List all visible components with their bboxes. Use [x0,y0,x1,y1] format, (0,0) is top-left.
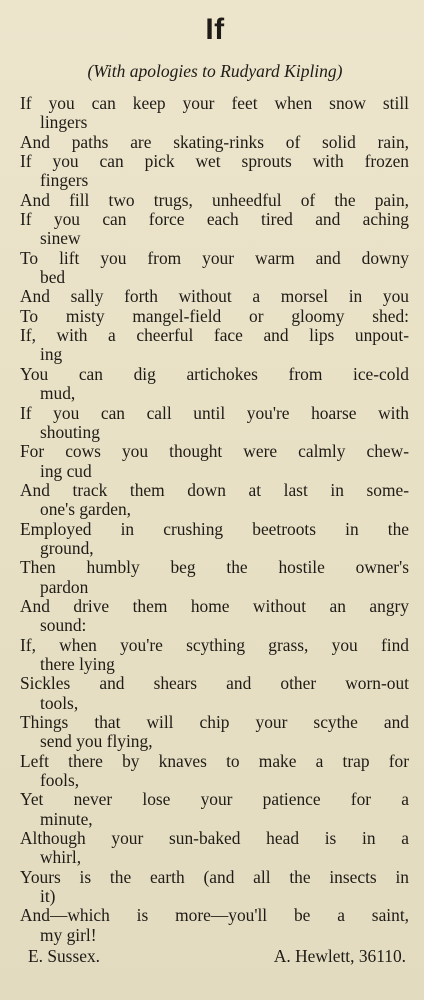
poem-line: pardon [40,576,89,597]
poem-body [20,94,410,945]
signoff-place: E. Sussex. [28,946,100,967]
poem-line: Employed in crushing beetroots in the [20,518,409,539]
poem-line: If you can keep your feet when snow still [20,93,409,113]
poem-line: ing [40,344,63,365]
poem-line: fingers [40,170,89,191]
poem-line: sinew [40,228,81,249]
poem-line: Things that will chip your scythe and [20,712,409,732]
poem-line: If you can call until you're hoarse with [20,402,409,423]
poem-line: whirl, [40,847,82,868]
poem-line: mud, [40,383,76,404]
poem-line: To misty mangel-field or gloomy shed: [20,305,409,326]
poem-line: If you can force each tired and aching [20,209,409,230]
poem-line: Yet never lose your patience for a [20,789,409,810]
poem-line: For cows you thought were calmly chew- [20,441,409,462]
poem-line: shouting [40,421,100,442]
poem-line: And paths are skating-rinks of solid rain, [20,131,409,152]
poem-subtitle: (With apologies to Rudyard Kipling) [87,61,343,81]
poem-line: ing cud [40,460,92,481]
poem-line: And drive them home without an angry [20,595,409,616]
poem-line: Although your sun-baked head is in a [20,828,409,849]
poem-line: If, when you're scything grass, you find [20,634,409,655]
poem-line: And—which is more—you'll be a saint, [20,905,409,926]
poem-line: lingers [40,112,88,133]
poem-line: Yours is the earth (and all the insects in [20,866,409,887]
poem-line: it) [40,886,56,907]
poem-line: And fill two trugs, unheedful of the pain, [20,189,409,210]
poem-line: bed [40,267,66,288]
poem-line: minute, [40,808,93,829]
poem-line: To lift you from your warm and downy [20,247,409,268]
signoff-author: A. Hewlett, 36110. [273,946,406,967]
poem-line: fools, [40,770,80,791]
poem-line: there lying [40,653,115,674]
poem-line: If, with a cheerful face and lips unpout- [20,325,409,346]
poem-line: And track them down at last in some- [20,479,409,500]
poem-line: sound: [40,615,87,636]
poem-line: Sickles and shears and other worn-out [20,673,409,694]
poem-line: one's garden, [40,499,132,520]
signoff [20,947,410,966]
poem-line: Then humbly beg the hostile owner's [20,557,409,578]
poem-title: If [205,13,225,46]
poem-line: send you flying, [40,731,153,752]
poem-line: You can dig artichokes from ice-cold [20,363,409,384]
poem-line: If you can pick wet sprouts with frozen [20,151,409,172]
poem-line: And sally forth without a morsel in you [20,286,409,307]
poem-line: my girl! [40,924,97,945]
poem-line: Left there by knaves to make a trap for [20,750,409,771]
poem-line: tools, [40,692,79,713]
poem-line: ground, [40,537,94,558]
